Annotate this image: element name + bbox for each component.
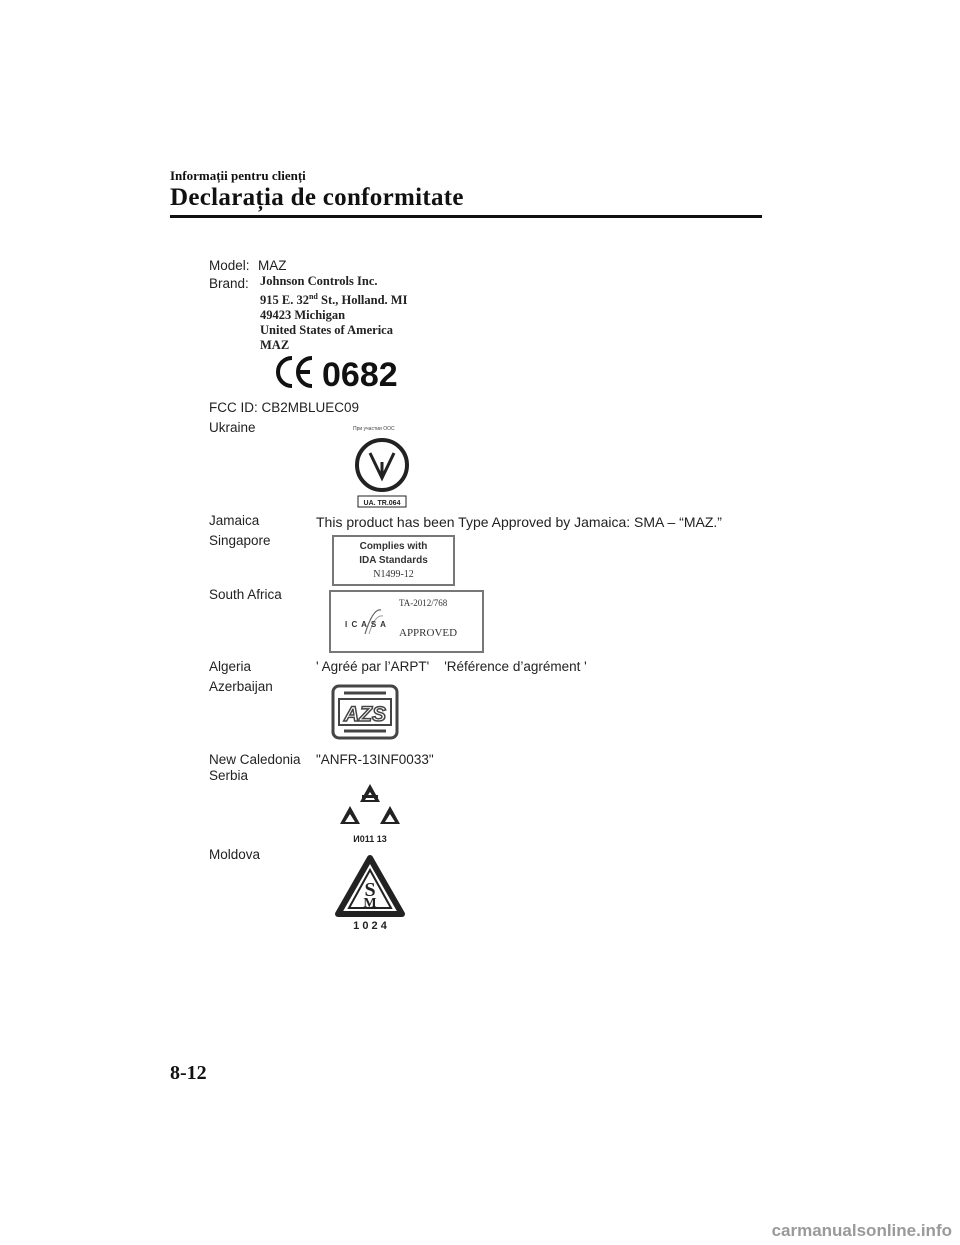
ida-standards-label: Complies with IDA Standards N1499-12 [332, 535, 455, 586]
brand-address [260, 274, 407, 353]
icasa-approval-label: TA-2012/768 I C A S A APPROVED [329, 590, 484, 653]
svg-text:M: M [363, 896, 377, 911]
new-caledonia-approval-text: "ANFR-13INF0033" [316, 752, 434, 767]
brand-name: MAZ [260, 338, 290, 353]
ce-mark [270, 352, 410, 392]
ce-c-letter [278, 358, 292, 386]
ce-number: 0682 [322, 356, 398, 392]
brand-country: United States of America [260, 323, 393, 338]
page-title: Declarația de conformitate [170, 184, 464, 211]
moldova-sm-mark [330, 852, 410, 932]
ukraine-mark-caption: При участии ООС [353, 426, 395, 432]
page-number: 8-12 [170, 1062, 207, 1084]
brand-company: Johnson Controls Inc. [260, 274, 378, 288]
svg-text:AZS: AZS [344, 703, 386, 726]
section-label: Informații pentru clienți [170, 168, 306, 183]
svg-text:S: S [364, 879, 376, 901]
country-ukraine: Ukraine [209, 420, 256, 435]
serbia-triangles-mark [330, 780, 410, 846]
model-value: MAZ [258, 258, 287, 273]
country-moldova: Moldova [209, 847, 261, 862]
country-azerbaijan: Azerbaijan [209, 679, 273, 694]
country-serbia: Serbia [209, 768, 249, 783]
country-singapore: Singapore [209, 533, 271, 548]
azs-mark [330, 683, 400, 741]
svg-text:1 0 2 4: 1 0 2 4 [353, 920, 387, 932]
brand-street: 915 E. 32nd St., Holland. MI [260, 292, 408, 308]
country-new-caledonia: New Caledonia [209, 752, 301, 767]
country-algeria: Algeria [209, 659, 252, 674]
jamaica-approval-text: This product has been Type Approved by Jamaica: SMA – “MAZ.” [316, 514, 722, 530]
brand-zip: 49423 Michigan [260, 308, 346, 323]
country-south-africa: South Africa [209, 587, 282, 602]
algeria-approval-text: ' Agréé par l’ARPT' 'Référence d’agrément ' [316, 659, 587, 674]
country-jamaica: Jamaica [209, 513, 260, 528]
ukraine-conformity-mark [350, 434, 414, 508]
brand-label: Brand: [209, 276, 249, 291]
fcc-id: FCC ID: CB2MBLUEC09 [209, 400, 360, 415]
svg-text:И011 13: И011 13 [353, 834, 387, 844]
svg-text:UA. TR.064: UA. TR.064 [363, 500, 401, 507]
watermark: carmanualsonline.info [771, 1221, 952, 1240]
model-label: Model: [209, 258, 250, 273]
title-divider [170, 215, 762, 218]
